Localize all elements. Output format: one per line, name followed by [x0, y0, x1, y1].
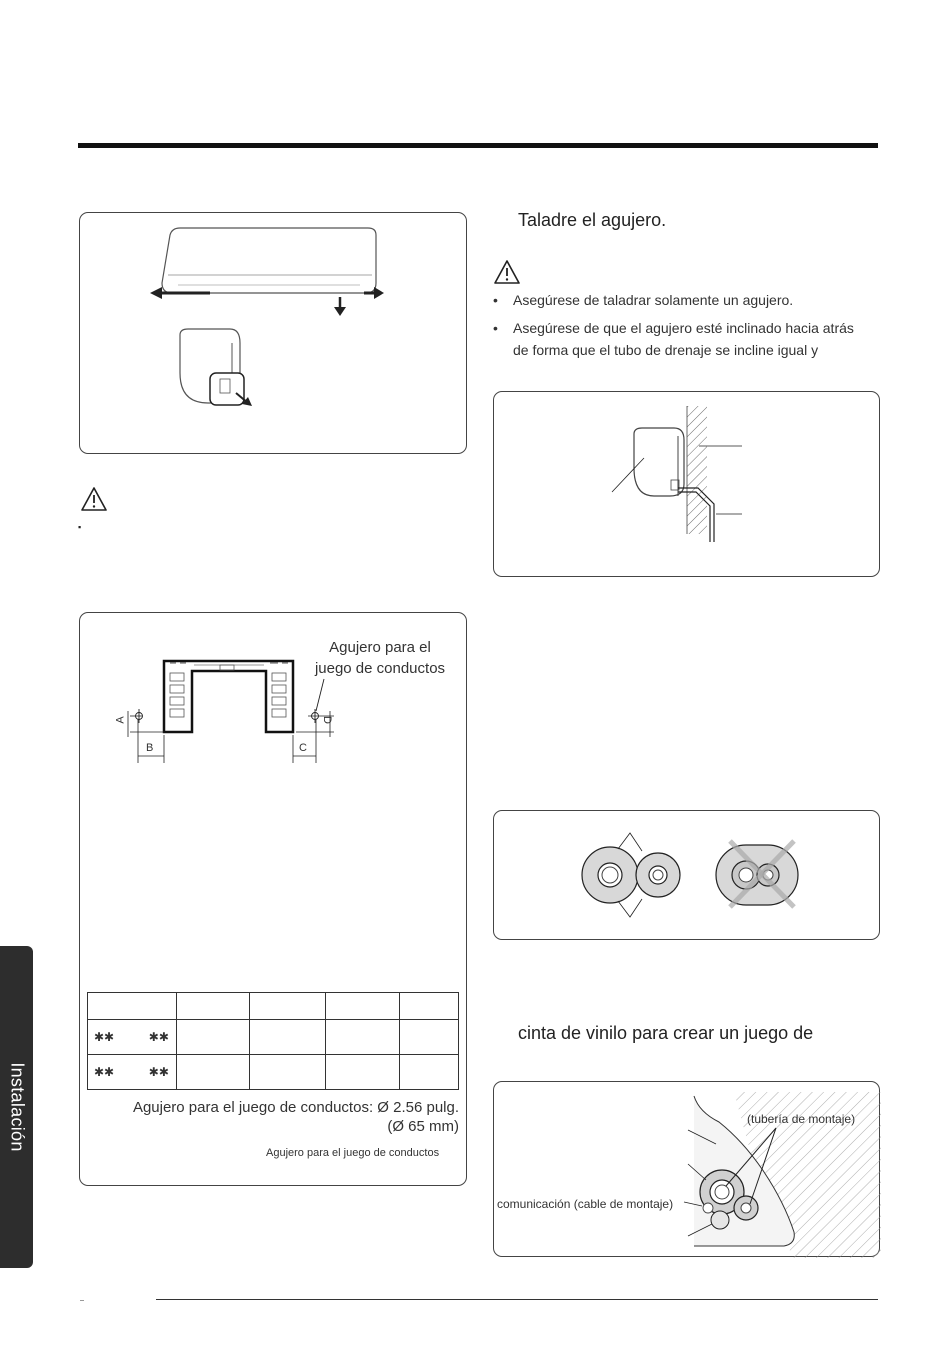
- page-number-mark: [80, 1300, 84, 1301]
- section-side-tab: [0, 946, 33, 1268]
- duct-hole-label-line2: juego de conductos: [314, 660, 446, 677]
- wall-hole-illustration: [494, 392, 881, 578]
- piping-label: (tubería de montaje): [747, 1112, 856, 1126]
- duct-hole-size-line1: Agujero para el juego de conductos: Ø 2.56 pulg.: [132, 1099, 459, 1116]
- drilled-hole-slope-figure: [493, 391, 880, 577]
- warning-icon: [493, 259, 521, 285]
- model-code-part1: ✱✱: [94, 1065, 115, 1079]
- drill-step-heading: Taladre el agujero.: [518, 210, 667, 230]
- vinyl-tape-heading: cinta de vinilo para crear un juego de: [518, 1023, 814, 1043]
- indoor-unit-piping-figure: [79, 212, 467, 454]
- warning-bullet-marker: ▪: [78, 522, 82, 532]
- model-code-part2: ✱✱: [148, 1065, 169, 1079]
- table-header-row: [88, 993, 459, 1020]
- table-row: [88, 1020, 459, 1055]
- table-row: [88, 1055, 459, 1090]
- bullet-text: Asegúrese de taladrar solamente un agujero.: [513, 292, 794, 308]
- model-code-part2: ✱✱: [148, 1030, 169, 1044]
- dim-c-label: C: [299, 742, 307, 754]
- drill-warning-list: [493, 289, 878, 361]
- duct-hole-size-note: [100, 1098, 459, 1136]
- dim-a-label: A: [114, 716, 127, 724]
- dim-d-label: D: [320, 716, 333, 724]
- dim-b-label: B: [146, 742, 154, 754]
- duct-hole-label: [305, 637, 455, 679]
- pipe-insulation-figure: [493, 810, 880, 940]
- indoor-unit-illustration: [80, 213, 468, 455]
- warning-icon: [80, 486, 108, 512]
- list-item: • Asegúrese de taladrar solamente un agujero.: [493, 292, 794, 308]
- bottom-rule: [156, 1299, 878, 1300]
- bullet-text-continued: de forma que el tubo de drenaje se incline igual y: [513, 342, 819, 358]
- top-rule: [78, 143, 878, 148]
- duct-hole-footnote: Agujero para el juego de conductos: [266, 1147, 440, 1159]
- duct-hole-label-line1: Agujero para el: [329, 639, 431, 656]
- insulated-pipes-illustration: [494, 811, 881, 941]
- bullet-text: Asegúrese de que el agujero esté inclinado hacia atrás: [513, 320, 854, 336]
- hole-dimension-table: [87, 992, 459, 1090]
- communication-cable-label: comunicación (cable de montaje): [497, 1197, 674, 1211]
- model-code-part1: ✱✱: [94, 1030, 115, 1044]
- duct-hole-size-line2: (Ø 65 mm): [387, 1118, 459, 1135]
- piping-assembly-figure: [493, 1081, 880, 1257]
- list-item: • Asegúrese de que el agujero esté inclinado hacia atrás de forma que el tubo de drenaje se incline igual y: [493, 317, 878, 361]
- piping-assembly-illustration: [494, 1082, 881, 1258]
- section-side-tab-label: Instalación: [7, 1062, 27, 1152]
